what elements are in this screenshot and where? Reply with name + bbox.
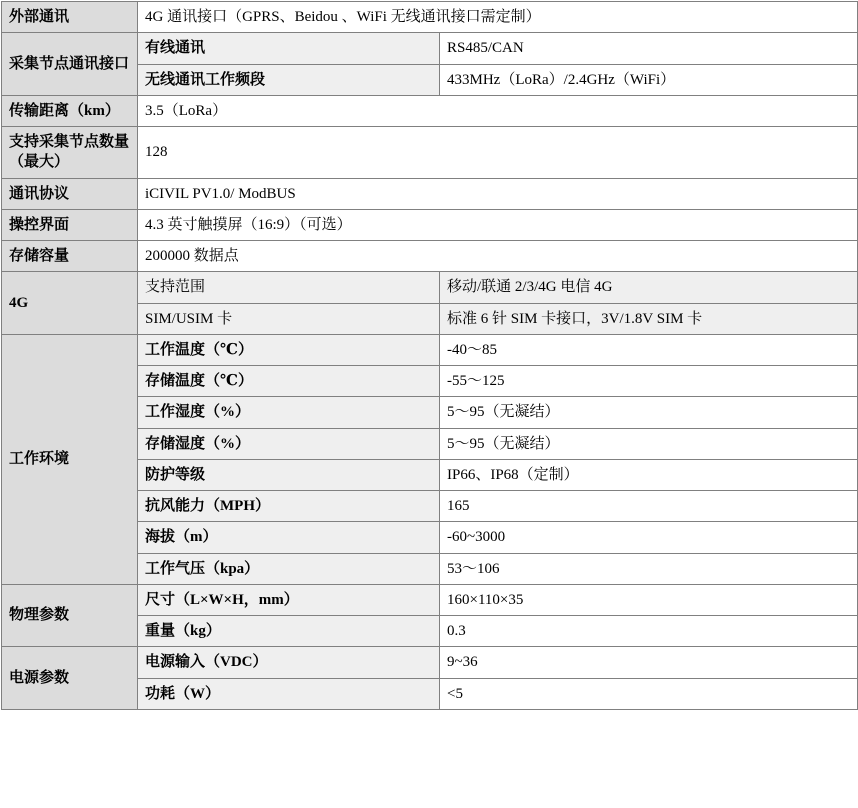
row-subcategory-cell: 重量（kg） [138, 616, 440, 647]
row-subcategory-cell: 工作温度（℃） [138, 334, 440, 365]
row-subcategory-cell: 工作气压（kpa） [138, 553, 440, 584]
row-value-cell: 433MHz（LoRa）/2.4GHz（WiFi） [440, 64, 858, 95]
row-value-cell: <5 [440, 678, 858, 709]
table-row [2, 33, 858, 64]
row-value-cell: 200000 数据点 [138, 241, 858, 272]
row-subcategory-cell: 存储温度（℃） [138, 366, 440, 397]
specification-table-body [2, 2, 858, 710]
row-category-cell: 存储容量 [2, 241, 138, 272]
row-value-cell: 53～106 [440, 553, 858, 584]
table-row [2, 584, 858, 615]
row-value-cell: 165 [440, 491, 858, 522]
row-subcategory-cell: 尺寸（L×W×H，mm） [138, 584, 440, 615]
row-subcategory-cell: 防护等级 [138, 459, 440, 490]
row-category-cell: 通讯协议 [2, 178, 138, 209]
row-category-cell: 传输距离（km） [2, 95, 138, 126]
row-category-cell: 4G [2, 272, 138, 335]
table-row [2, 647, 858, 678]
row-category-cell: 操控界面 [2, 209, 138, 240]
table-row [2, 95, 858, 126]
row-value-cell: iCIVIL PV1.0/ ModBUS [138, 178, 858, 209]
row-value-cell: 9~36 [440, 647, 858, 678]
row-value-cell: 4.3 英寸触摸屏（16:9）（可选） [138, 209, 858, 240]
row-value-cell: 3.5（LoRa） [138, 95, 858, 126]
row-category-cell: 外部通讯 [2, 2, 138, 33]
row-subcategory-cell: 支持范围 [138, 272, 440, 303]
row-value-cell: IP66、IP68（定制） [440, 459, 858, 490]
row-category-cell: 工作环境 [2, 334, 138, 584]
row-value-cell: 128 [138, 127, 858, 179]
table-row [2, 178, 858, 209]
row-value-cell: 标准 6 针 SIM 卡接口，3V/1.8V SIM 卡 [440, 303, 858, 334]
row-value-cell: 5～95（无凝结） [440, 428, 858, 459]
table-row [2, 2, 858, 33]
row-value-cell: 0.3 [440, 616, 858, 647]
row-subcategory-cell: 存储湿度（%） [138, 428, 440, 459]
row-subcategory-cell: SIM/USIM 卡 [138, 303, 440, 334]
row-subcategory-cell: 抗风能力（MPH） [138, 491, 440, 522]
row-value-cell: 移动/联通 2/3/4G 电信 4G [440, 272, 858, 303]
row-category-cell: 采集节点通讯接口 [2, 33, 138, 96]
row-category-cell: 电源参数 [2, 647, 138, 710]
row-value-cell: 4G 通讯接口（GPRS、Beidou 、WiFi 无线通讯接口需定制） [138, 2, 858, 33]
row-subcategory-cell: 电源输入（VDC） [138, 647, 440, 678]
row-subcategory-cell: 有线通讯 [138, 33, 440, 64]
table-row [2, 334, 858, 365]
row-subcategory-cell: 功耗（W） [138, 678, 440, 709]
row-subcategory-cell: 工作湿度（%） [138, 397, 440, 428]
table-row [2, 272, 858, 303]
table-row [2, 241, 858, 272]
row-subcategory-cell: 海拔（m） [138, 522, 440, 553]
row-value-cell: -60~3000 [440, 522, 858, 553]
table-row [2, 127, 858, 179]
row-category-cell: 支持采集节点数量（最大） [2, 127, 138, 179]
row-subcategory-cell: 无线通讯工作频段 [138, 64, 440, 95]
row-value-cell: 5～95（无凝结） [440, 397, 858, 428]
row-value-cell: 160×110×35 [440, 584, 858, 615]
table-row [2, 209, 858, 240]
row-category-cell: 物理参数 [2, 584, 138, 647]
specification-table [1, 1, 858, 710]
row-value-cell: -55～125 [440, 366, 858, 397]
row-value-cell: -40～85 [440, 334, 858, 365]
row-value-cell: RS485/CAN [440, 33, 858, 64]
